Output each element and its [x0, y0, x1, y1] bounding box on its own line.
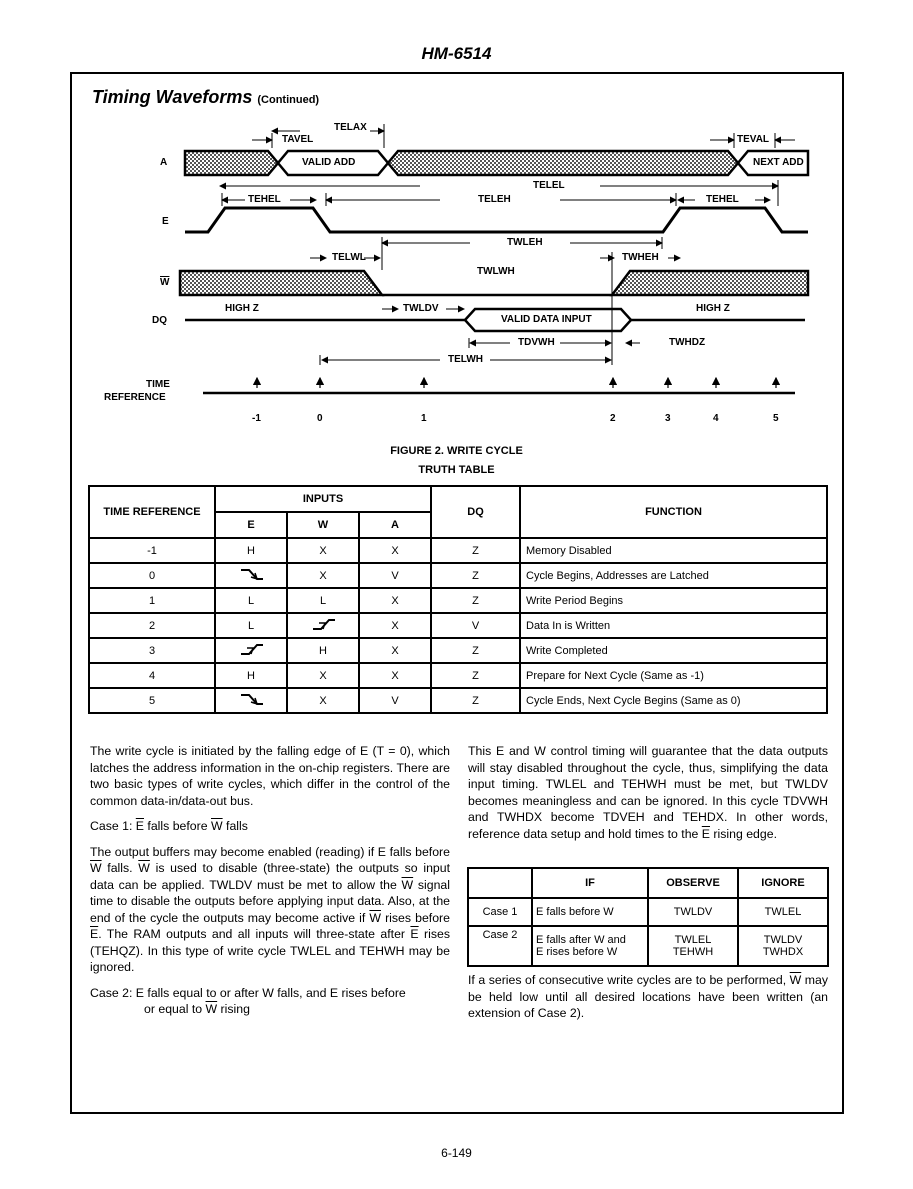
label-valid-data-input: VALID DATA INPUT	[501, 314, 592, 325]
table-row	[89, 688, 827, 713]
time-reference-label-line2: REFERENCE	[104, 392, 166, 403]
tick-label: 5	[773, 413, 779, 424]
label-twldv: TWLDV	[403, 303, 439, 314]
cell-function: Write Period Begins	[520, 588, 827, 613]
rising-edge-icon	[238, 640, 264, 658]
header-inputs: INPUTS	[215, 486, 431, 512]
cell-dq: Z	[431, 688, 520, 713]
tick-label: 1	[421, 413, 427, 424]
cell-observe: TWLDV	[648, 898, 738, 926]
cell-function: Cycle Begins, Addresses are Latched	[520, 563, 827, 588]
cell-function: Memory Disabled	[520, 538, 827, 563]
cell-a: V	[359, 688, 431, 713]
time-reference-label-line1: TIME	[146, 379, 170, 390]
label-high-z-2: HIGH Z	[696, 303, 730, 314]
paragraph: The output buffers may become enabled (reading) if E falls before $\overline{W}$ falls. $\overline{W}$ is used to disable (three-state) the outputs so input data can be applied. TWLDV must be met to allow the $\overline{W}$ signal time to disable the outputs before applying input data. Also, at the end of the cycle the outputs may become active if $\overline{W}$ rises before $\overline{E}$. The RAM outputs and all inputs will three-state after $\overline{E}$ rises (TEHQZ). In this type of write cycle TWLEL and TEHWH may be ignored.	[90, 844, 450, 974]
cell-function: Data In is Written	[520, 613, 827, 638]
label-telax: TELAX	[334, 122, 367, 133]
signal-label-w: $\overline{W}$	[160, 277, 170, 288]
cell-time: 0	[89, 563, 215, 588]
section-subtitle: (Continued)	[257, 94, 320, 106]
falling-edge-icon	[238, 690, 264, 708]
case1-heading: Case 1: $\overline{E}$ falls before $\overline{W}$ falls	[90, 819, 248, 833]
cell-a: X	[359, 613, 431, 638]
table-row	[468, 926, 828, 966]
cell-if: E falls before W	[532, 898, 648, 926]
table-row	[89, 663, 827, 688]
header-observe: OBSERVE	[648, 868, 738, 898]
cell-e: H	[215, 663, 287, 688]
cell-w: X	[287, 563, 359, 588]
signal-label-a: A	[160, 157, 168, 168]
table-row	[89, 563, 827, 588]
cell-a: X	[359, 538, 431, 563]
cell-time: 5	[89, 688, 215, 713]
header-dq: DQ	[431, 486, 520, 538]
header-w: W	[287, 512, 359, 538]
cell-observe: TWLEL TEHWH	[648, 926, 738, 966]
cell-a: X	[359, 588, 431, 613]
address-waveform	[185, 151, 808, 175]
cell-case: Case 2	[468, 926, 532, 966]
cell-e: L	[215, 613, 287, 638]
cell-dq: Z	[431, 588, 520, 613]
cell-ignore: TWLEL	[738, 898, 828, 926]
tick-label: -1	[252, 413, 261, 424]
left-column	[90, 743, 450, 1018]
cell-dq: V	[431, 613, 520, 638]
cell-w: X	[287, 663, 359, 688]
time-reference-arrows	[257, 378, 776, 388]
cell-e: H	[215, 538, 287, 563]
right-column	[468, 743, 828, 851]
table-row	[89, 588, 827, 613]
right-column-bottom	[468, 972, 828, 1031]
cell-function: Prepare for Next Cycle (Same as -1)	[520, 663, 827, 688]
cell-function: Write Completed	[520, 638, 827, 663]
cell-case: Case 1	[468, 898, 532, 926]
label-next-add: NEXT ADD	[753, 157, 804, 168]
label-teleh: TELEH	[478, 194, 511, 205]
tick-label: 4	[713, 413, 719, 424]
cell-e	[215, 688, 287, 713]
write-cycle-timing-diagram	[0, 0, 913, 440]
cell-w: X	[287, 688, 359, 713]
part-number-header: HM-6514	[421, 44, 492, 63]
tick-label: 3	[665, 413, 671, 424]
cell-dq: Z	[431, 638, 520, 663]
cell-e: L	[215, 588, 287, 613]
cell-ignore: TWLDV TWHDX	[738, 926, 828, 966]
paragraph: This E and W control timing will guarantee that the data outputs will stay disabled throughout the cycle, thus, simplifying the data input timing. TWLEL and TEHWH must be met, but TWLDV becomes meaningless and can be ignored. In this cycle TDVWH and TWHDX become TDVEH and TEHDX. In other words, reference data setup and hold times to the $\overline{E}$ rising edge.	[468, 744, 828, 841]
table-row	[89, 638, 827, 663]
header-ignore: IGNORE	[738, 868, 828, 898]
header-e: E	[215, 512, 287, 538]
label-tehel-2: TEHEL	[706, 194, 739, 205]
section-title-text: Timing Waveforms	[92, 87, 253, 107]
paragraph: If a series of consecutive write cycles are to be performed, $\overline{W}$ may be held low until all desired locations have been written (an extension of Case 2).	[468, 973, 828, 1020]
case2-heading: Case 2: E falls equal to or after W falls, and E rises before	[90, 985, 406, 1000]
signal-label-e: E	[162, 216, 169, 227]
header-function: FUNCTION	[520, 486, 827, 538]
case2-heading-cont: or equal to $\overline{W}$ rising	[144, 1002, 250, 1016]
page-number: 6-149	[441, 1146, 472, 1160]
label-telel: TELEL	[533, 180, 565, 191]
tick-label: 0	[317, 413, 323, 424]
cell-w: L	[287, 588, 359, 613]
cell-w: H	[287, 638, 359, 663]
cell-function: Cycle Ends, Next Cycle Begins (Same as 0)	[520, 688, 827, 713]
cell-if: E falls after W and E rises before W	[532, 926, 648, 966]
falling-edge-icon	[238, 565, 264, 583]
paragraph: The write cycle is initiated by the falling edge of E (T = 0), which latches the address information in the on-chip registers. There are two basic types of write cycles, which differ in the control of the common data-in/data-out bus.	[90, 744, 450, 808]
signal-label-dq: DQ	[152, 315, 167, 326]
label-tehel-1: TEHEL	[248, 194, 281, 205]
label-twlwh: TWLWH	[477, 266, 515, 277]
cell-a: X	[359, 638, 431, 663]
cell-time: 4	[89, 663, 215, 688]
tick-label: 2	[610, 413, 616, 424]
case-table	[467, 867, 829, 967]
label-telwl: TELWL	[332, 252, 366, 263]
cell-a: X	[359, 663, 431, 688]
label-twhdz: TWHDZ	[669, 337, 706, 348]
rising-edge-icon	[310, 615, 336, 633]
cell-w: X	[287, 538, 359, 563]
truth-table-title: TRUTH TABLE	[418, 464, 495, 476]
header-time-reference: TIME REFERENCE	[89, 486, 215, 538]
label-telwh: TELWH	[448, 354, 483, 365]
cell-e	[215, 638, 287, 663]
table-row	[89, 538, 827, 563]
label-valid-add: VALID ADD	[302, 157, 356, 168]
cell-w	[287, 613, 359, 638]
cell-dq: Z	[431, 563, 520, 588]
table-row	[468, 898, 828, 926]
cell-time: 3	[89, 638, 215, 663]
label-teval: TEVAL	[737, 134, 770, 145]
cell-a: V	[359, 563, 431, 588]
enable-waveform	[185, 208, 808, 232]
label-high-z-1: HIGH Z	[225, 303, 259, 314]
header-if: IF	[532, 868, 648, 898]
truth-table	[88, 485, 828, 714]
header-blank	[468, 868, 532, 898]
cell-time: -1	[89, 538, 215, 563]
cell-dq: Z	[431, 663, 520, 688]
table-row	[89, 613, 827, 638]
cell-time: 2	[89, 613, 215, 638]
label-tdvwh: TDVWH	[518, 337, 555, 348]
header-a: A	[359, 512, 431, 538]
figure-caption: FIGURE 2. WRITE CYCLE	[390, 445, 523, 457]
label-twheh: TWHEH	[622, 252, 659, 263]
label-twleh: TWLEH	[507, 237, 543, 248]
cell-dq: Z	[431, 538, 520, 563]
label-tavel: TAVEL	[282, 134, 314, 145]
cell-e	[215, 563, 287, 588]
cell-time: 1	[89, 588, 215, 613]
